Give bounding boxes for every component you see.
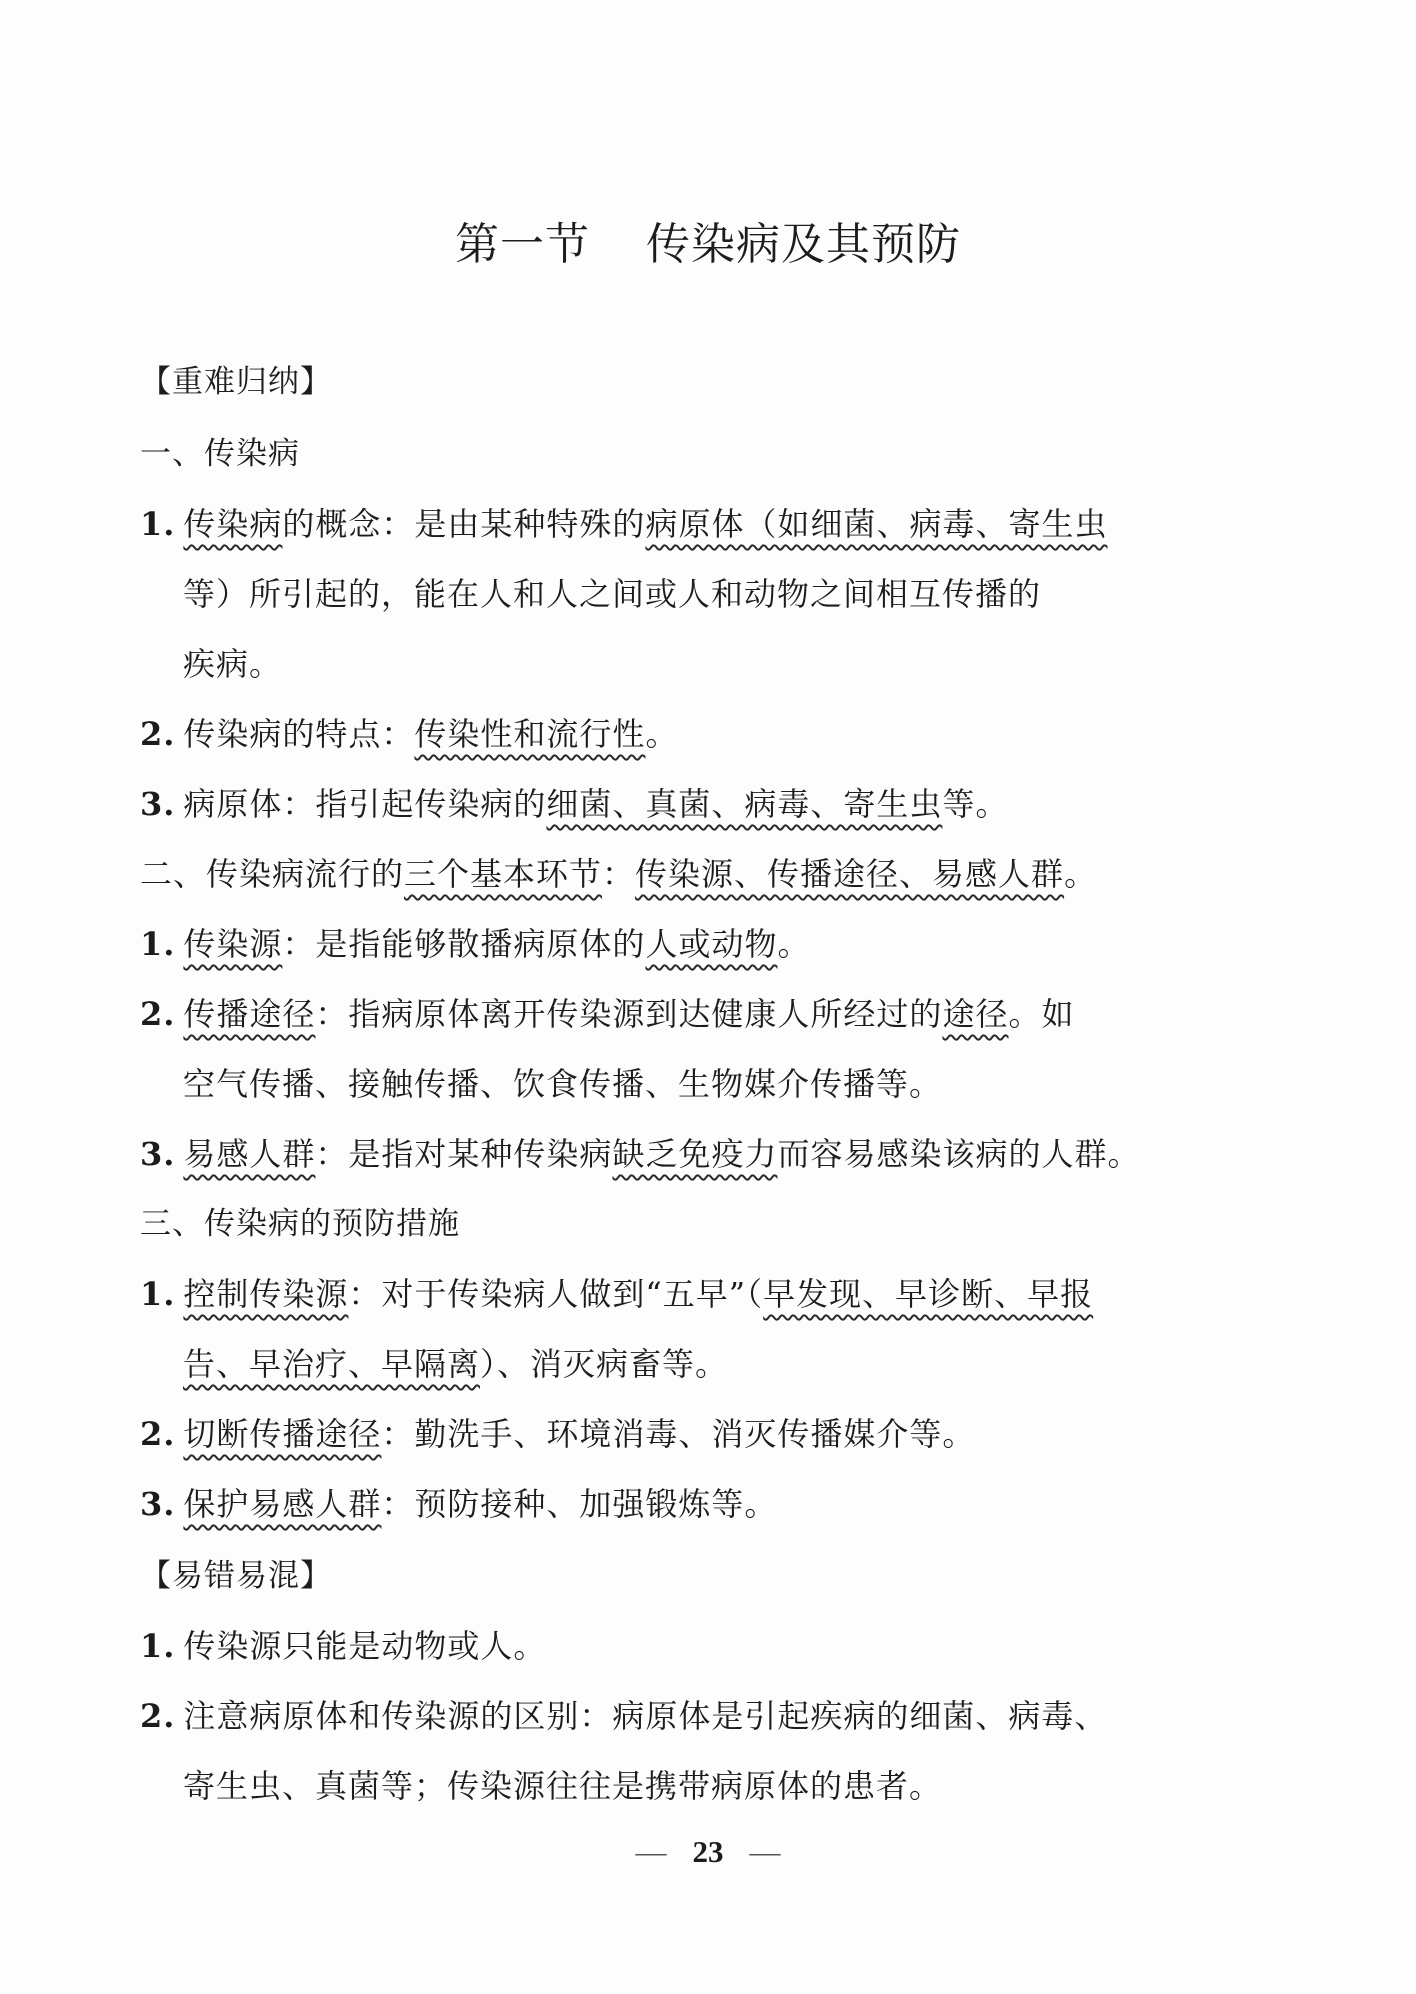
item-number: 2. (140, 715, 176, 753)
item-number: 2. (140, 995, 176, 1033)
text: 。如 (1008, 995, 1075, 1033)
s4-item-2-line-1 (140, 1694, 1107, 1738)
item-number: 1. (140, 925, 176, 963)
page-title (0, 208, 1416, 272)
key-points-heading: 【重难归纳】 (140, 364, 332, 400)
key-term: 缺乏免疫力 (612, 1135, 778, 1173)
key-term: 传播途径 (183, 995, 316, 1033)
mistakes-heading: 【易错易混】 (140, 1558, 332, 1594)
text: ：是指对某种传染病 (315, 1135, 613, 1173)
text: ）、消灭病畜等。 (480, 1345, 729, 1383)
key-term: 病原体（如细菌、病毒、寄生虫 (645, 505, 1108, 543)
s1-item-1-line-3: 疾病。 (183, 645, 283, 683)
key-term: 途径 (942, 995, 1009, 1033)
item-number: 2. (140, 1697, 176, 1735)
text: 的概念：是由某种特殊的 (282, 505, 646, 543)
item-number: 3. (140, 785, 176, 823)
s3-item-1-line-2 (183, 1342, 728, 1386)
item-number: 2. (140, 1415, 176, 1453)
text: 。 (645, 715, 679, 753)
key-term: 传染源 (183, 925, 283, 963)
key-term: 传染源、传播途径、易感人群 (635, 855, 1065, 893)
text: 传染源只能是动物或人。 (183, 1627, 547, 1665)
text: ：对于传染病人做到“五早”（ (348, 1275, 764, 1313)
key-term: 切断传播途径 (183, 1415, 382, 1453)
item-number: 1. (140, 505, 176, 543)
section-1-heading: 一、传染病 (140, 436, 300, 472)
key-term: 易感人群 (183, 1135, 316, 1173)
s1-item-1-line-2: 等）所引起的，能在人和人之间或人和动物之间相互传播的 (183, 575, 1042, 613)
text: 等。 (942, 785, 1009, 823)
s2-item-2-line-1 (140, 992, 1074, 1036)
key-term: 细菌、真菌、病毒、寄生虫 (546, 785, 943, 823)
text: ：勤洗手、环境消毒、消灭传播媒介等。 (381, 1415, 976, 1453)
text: ：指病原体离开传染源到达健康人所经过的 (315, 995, 943, 1033)
key-term: 三个基本环节 (404, 855, 603, 893)
section-3-heading: 三、传染病的预防措施 (140, 1206, 460, 1242)
key-term: 保护易感人群 (183, 1485, 382, 1523)
s3-item-3 (140, 1482, 777, 1526)
text: 传染病的特点： (183, 715, 415, 753)
s1-item-3 (140, 782, 1008, 826)
item-number: 1. (140, 1627, 176, 1665)
s2-item-2-line-2: 空气传播、接触传播、饮食传播、生物媒介传播等。 (183, 1065, 943, 1103)
key-term: 传染性和流行性 (414, 715, 646, 753)
key-term: 告、早治疗、早隔离 (183, 1345, 481, 1383)
key-term: 传染病 (183, 505, 283, 543)
text: 二、传染病流行的 (140, 855, 405, 893)
section-title: 传染病及其预防 (646, 219, 961, 270)
key-term: 早发现、早诊断、早报 (763, 1275, 1094, 1313)
s2-item-3 (140, 1132, 1140, 1176)
s4-item-1 (140, 1624, 546, 1668)
text: ：是指能够散播病原体的 (282, 925, 646, 963)
text: 病原体：指引起传染病的 (183, 785, 547, 823)
text: ： (602, 855, 636, 893)
text: 。 (777, 925, 811, 963)
page-number-value: 23 (692, 1834, 724, 1869)
text: 。 (1064, 855, 1098, 893)
section-2-heading (140, 852, 1097, 896)
s1-item-2 (140, 712, 678, 756)
s3-item-1-line-1 (140, 1272, 1093, 1316)
dash-left: — (635, 1834, 667, 1869)
s1-item-1-line-1 (140, 502, 1107, 546)
item-number: 3. (140, 1485, 176, 1523)
key-term: 人或动物 (645, 925, 778, 963)
s4-item-2-line-2: 寄生虫、真菌等；传染源往往是携带病原体的患者。 (183, 1767, 943, 1805)
text: ：预防接种、加强锻炼等。 (381, 1485, 778, 1523)
text: 而容易感染该病的人群。 (777, 1135, 1141, 1173)
dash-right: — (749, 1834, 781, 1869)
item-number: 1. (140, 1275, 176, 1313)
section-number: 第一节 (455, 219, 590, 270)
text: 注意病原体和传染源的区别：病原体是引起疾病的细菌、病毒、 (183, 1697, 1108, 1735)
s2-item-1 (140, 922, 810, 966)
page-number (0, 1834, 1416, 1870)
item-number: 3. (140, 1135, 176, 1173)
s3-item-2 (140, 1412, 975, 1456)
key-term: 控制传染源 (183, 1275, 349, 1313)
